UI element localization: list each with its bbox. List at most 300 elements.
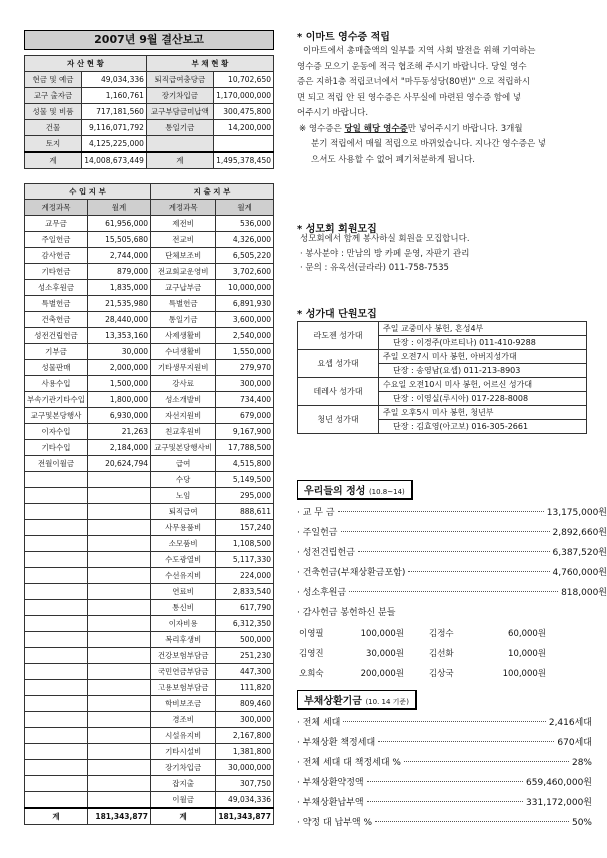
donor-name: 김정수: [429, 629, 454, 639]
offering-item: [297, 545, 607, 558]
expense-value: 6,312,350: [216, 616, 274, 632]
liability-value: [213, 136, 273, 153]
seongmo-section-title: * 성모회 회원모집: [297, 224, 377, 235]
expense-value: 809,460: [216, 696, 274, 712]
choir-schedule: 주일 교중미사 봉헌, 혼성4부: [379, 322, 587, 336]
income-value: [87, 792, 150, 809]
expense-account: 경조비: [151, 712, 216, 728]
expense-value: 447,300: [216, 664, 274, 680]
income-value: 20,624,794: [87, 456, 150, 472]
ledger-row: [25, 328, 274, 344]
expense-value: 17,788,500: [216, 440, 274, 456]
income-value: [87, 712, 150, 728]
expense-value: 49,034,336: [216, 792, 274, 809]
expense-account: 단체보조비: [151, 248, 216, 264]
income-account: [25, 648, 88, 664]
choir-leader: 단장 : 김효영(아고보) 016-305-2661: [379, 420, 587, 434]
income-value: 21,263: [87, 424, 150, 440]
expense-account: 교구및본당행사비: [151, 440, 216, 456]
ledger-row: [25, 344, 274, 360]
expense-account: 잡지출: [151, 776, 216, 792]
donor-amount: 100,000원: [502, 669, 546, 679]
expense-account: 수도광열비: [151, 552, 216, 568]
ledger-row: [25, 312, 274, 328]
expense-value: 157,240: [216, 520, 274, 536]
income-value: 15,505,680: [87, 232, 150, 248]
donor-amount: 100,000원: [360, 629, 404, 639]
expense-account: 강사료: [151, 376, 216, 392]
income-value: [87, 504, 150, 520]
expense-value: 4,515,800: [216, 456, 274, 472]
income-account: [25, 552, 88, 568]
offering-item: [297, 565, 607, 578]
assets-row: [25, 136, 274, 153]
expense-account: 이자비용: [151, 616, 216, 632]
asset-label: 현금 및 예금: [25, 72, 82, 88]
income-account: [25, 584, 88, 600]
debt-value: 659,460,000원: [526, 778, 592, 788]
ledger-row: [25, 648, 274, 664]
income-account: [25, 744, 88, 760]
ledger-row: [25, 584, 274, 600]
ledger-row: [25, 744, 274, 760]
expense-value: 30,000,000: [216, 760, 274, 776]
assets-row: [25, 88, 274, 104]
offering-list: [297, 505, 607, 685]
debt-value: 670세대: [557, 738, 592, 748]
ledger-row: [25, 376, 274, 392]
expense-account: 학비보조금: [151, 696, 216, 712]
expense-value: 6,505,220: [216, 248, 274, 264]
income-header: 수 입 지 부: [25, 184, 151, 200]
expense-account: 소모품비: [151, 536, 216, 552]
asset-value: 1,160,761: [82, 88, 147, 104]
choir-row: [298, 322, 587, 336]
income-account: 주일헌금: [25, 232, 88, 248]
income-value: 1,800,000: [87, 392, 150, 408]
income-account: [25, 616, 88, 632]
expense-account: 성소개발비: [151, 392, 216, 408]
expense-value: 111,820: [216, 680, 274, 696]
expense-account: 친교후원비: [151, 424, 216, 440]
expense-value: 5,149,500: [216, 472, 274, 488]
ledger-row: [25, 296, 274, 312]
ledger-row: [25, 552, 274, 568]
liability-value: 14,200,000: [213, 120, 273, 136]
emart-note: ※ 영수증은 당일 해당 영수증만 넣어주시기 바랍니다. 3개월: [299, 123, 523, 134]
expense-account: 제전비: [151, 216, 216, 232]
asset-label: 성물 및 비품: [25, 104, 82, 120]
income-value: [87, 488, 150, 504]
income-account: 이자수입: [25, 424, 88, 440]
expense-col-month: 월계: [216, 200, 274, 216]
expense-value: 3,600,000: [216, 312, 274, 328]
asset-value: 49,034,336: [82, 72, 147, 88]
income-account: [25, 776, 88, 792]
ledger-row: [25, 424, 274, 440]
offering-label: · 성소후원금: [297, 588, 347, 598]
income-account: [25, 568, 88, 584]
debt-value: 50%: [571, 818, 592, 828]
debt-list: [297, 715, 607, 845]
ledger-row: [25, 232, 274, 248]
ledger-row: [25, 408, 274, 424]
debt-item: [297, 715, 592, 728]
emart-body: 이마트에서 총매출액의 일부를 지역 사회 발전을 위해 기여하는 영수증 모으기 운동에 적극 협조해 주시기 바랍니다. 당일 영수 증은 지하1층 적립코너에서 "마두동성당(80번)" 으로 적립하시 면 되고 적립 안 된 영수증은 사무실에 마련된 영수증 함에 넣 어주시기 바랍니다. ※ 영수증은 당일 해당 영수증만 넣어주시기 바랍니다. 3개월 분기 적립에서 매월 적립으로 바뀌었습니다. 지나간 영수증은 넣 으셔도 사용할 수 없어 폐기처분하게 됩니다.: [297, 44, 587, 168]
income-value: [87, 696, 150, 712]
offering-amount: 13,175,000원: [546, 508, 607, 518]
income-value: 21,535,980: [87, 296, 150, 312]
debt-value: 28%: [571, 758, 592, 768]
ledger-row: [25, 280, 274, 296]
income-account: 성전건립헌금: [25, 328, 88, 344]
income-account: [25, 536, 88, 552]
income-value: [87, 520, 150, 536]
expense-value: 536,000: [216, 216, 274, 232]
expense-account: 자선지원비: [151, 408, 216, 424]
offering-amount: 2,892,660원: [552, 528, 607, 538]
emart-section-title: * 이마트 영수증 적립: [297, 32, 390, 43]
liability-label: [146, 136, 213, 153]
assets-table: [24, 55, 274, 169]
liability-label: 장기차입금: [146, 88, 213, 104]
ledger-row: [25, 680, 274, 696]
debt-item: [297, 755, 592, 768]
emart-line: 이마트에서 총매출액의 일부를 지역 사회 발전을 위해 기여하는: [303, 46, 536, 56]
ledger-row: [25, 600, 274, 616]
asset-label: 계: [25, 152, 82, 169]
bullet-icon: *: [297, 32, 306, 43]
ledger-row: [25, 504, 274, 520]
expense-account: 고용보험부담금: [151, 680, 216, 696]
donor-amount: 200,000원: [360, 669, 404, 679]
asset-label: 교구 출자금: [25, 88, 82, 104]
expense-value: 10,000,000: [216, 280, 274, 296]
expense-account: 건강보험부담금: [151, 648, 216, 664]
expense-value: 617,790: [216, 600, 274, 616]
expense-account: 복리후생비: [151, 632, 216, 648]
expense-account: 이월금: [151, 792, 216, 809]
expense-value: 1,381,800: [216, 744, 274, 760]
ledger-row: [25, 520, 274, 536]
income-value: [87, 536, 150, 552]
expense-account: 전교비: [151, 232, 216, 248]
emart-line: 면 되고 적립 안 된 영수증은 사무실에 마련된 영수증 함에 넣: [297, 92, 522, 103]
expense-account: 수선유지비: [151, 568, 216, 584]
income-account: 기부금: [25, 344, 88, 360]
donor-name: 김선화: [429, 649, 454, 659]
expense-value: 307,750: [216, 776, 274, 792]
income-value: 28,440,000: [87, 312, 150, 328]
debt-value: 2,416세대: [548, 718, 592, 728]
ledger-table: [24, 183, 274, 825]
ledger-row: [25, 776, 274, 792]
income-value: 2,744,000: [87, 248, 150, 264]
ledger-row: [25, 568, 274, 584]
expense-value: 734,400: [216, 392, 274, 408]
expense-value: 224,000: [216, 568, 274, 584]
expense-value: 300,000: [216, 712, 274, 728]
liabilities-header: 부 채 현 황: [146, 56, 273, 72]
ledger-row: [25, 456, 274, 472]
assets-row: [25, 72, 274, 88]
expense-account: 사무용품비: [151, 520, 216, 536]
offering-section-title: 우리들의 정성 (10.8~14): [297, 480, 413, 500]
choir-schedule: 수요일 오전10시 미사 봉헌, 어르신 성가대: [379, 378, 587, 392]
income-account: [25, 712, 88, 728]
income-value: [87, 776, 150, 792]
income-account: [25, 728, 88, 744]
income-account: 건축헌금: [25, 312, 88, 328]
expense-account: 기타시설비: [151, 744, 216, 760]
ledger-row: [25, 264, 274, 280]
asset-value: 14,008,673,449: [82, 152, 147, 169]
income-account: 사용수입: [25, 376, 88, 392]
income-account: [25, 760, 88, 776]
offering-label: · 성전건립헌금: [297, 548, 355, 558]
liability-value: 1,495,378,450: [213, 152, 273, 169]
offering-amount: 4,760,000원: [552, 568, 607, 578]
debt-label: · 전체 세대 대 책정세대 %: [297, 758, 401, 768]
debt-label: · 부채상환약정액: [297, 778, 364, 788]
income-value: [87, 760, 150, 776]
expense-account: 연료비: [151, 584, 216, 600]
income-account: [25, 696, 88, 712]
expense-value: 679,000: [216, 408, 274, 424]
income-value: 2,000,000: [87, 360, 150, 376]
income-account: [25, 488, 88, 504]
expense-value: 251,230: [216, 648, 274, 664]
income-account: 성소후원금: [25, 280, 88, 296]
choir-name: 라도젠 성가대: [298, 322, 379, 350]
choir-row: [298, 350, 587, 364]
offering-label: · 건축헌금(부채상환금포함): [297, 568, 406, 578]
income-account: 부속기관기타수입: [25, 392, 88, 408]
choir-name: 청년 성가대: [298, 406, 379, 434]
income-account: 감사헌금: [25, 248, 88, 264]
income-value: [87, 472, 150, 488]
assets-header-row: [25, 56, 274, 72]
income-account: 기타헌금: [25, 264, 88, 280]
income-value: 879,000: [87, 264, 150, 280]
expense-total-label: 계: [151, 808, 216, 825]
ledger-row: [25, 472, 274, 488]
choir-schedule: 주일 오전7시 미사 봉헌, 아버지성가대: [379, 350, 587, 364]
income-value: 61,956,000: [87, 216, 150, 232]
ledger-row: [25, 664, 274, 680]
ledger-row: [25, 248, 274, 264]
ledger-total-row: [25, 808, 274, 825]
leader-dots: [367, 781, 523, 782]
ledger-column-row: [25, 200, 274, 216]
expense-value: 3,702,600: [216, 264, 274, 280]
offering-amount: 6,387,520원: [552, 548, 607, 558]
offering-label: · 주일헌금: [297, 528, 338, 538]
asset-value: 9,116,071,792: [82, 120, 147, 136]
expense-account: 노임: [151, 488, 216, 504]
offering-item: [297, 585, 607, 598]
expense-header: 지 출 지 부: [151, 184, 274, 200]
income-value: [87, 648, 150, 664]
leader-dots: [343, 721, 545, 722]
income-value: [87, 680, 150, 696]
leader-dots: [408, 571, 549, 572]
donor-amount: 10,000원: [508, 649, 546, 659]
income-account: [25, 664, 88, 680]
leader-dots: [349, 591, 558, 592]
choir-name: 요셉 성가대: [298, 350, 379, 378]
liability-value: 300,475,800: [213, 104, 273, 120]
income-account: 전월이월금: [25, 456, 88, 472]
income-account: [25, 600, 88, 616]
choir-table: [297, 321, 587, 434]
bullet-icon: *: [297, 309, 306, 320]
expense-col-account: 계정과목: [151, 200, 216, 216]
expense-account: 통일기금: [151, 312, 216, 328]
liability-value: 1,170,000,000: [213, 88, 273, 104]
debt-item: [297, 735, 592, 748]
expense-value: 279,970: [216, 360, 274, 376]
liability-label: 퇴직급여충당금: [146, 72, 213, 88]
leader-dots: [358, 551, 550, 552]
expense-value: 5,117,330: [216, 552, 274, 568]
leader-dots: [378, 741, 554, 742]
income-value: 6,930,000: [87, 408, 150, 424]
income-value: 13,353,160: [87, 328, 150, 344]
leader-dots: [341, 531, 550, 532]
income-value: [87, 744, 150, 760]
ledger-row: [25, 616, 274, 632]
ledger-row: [25, 440, 274, 456]
ledger-row: [25, 792, 274, 809]
donors-label: · 감사헌금 봉헌하신 분들: [297, 608, 396, 618]
offering-amount: 818,000원: [561, 588, 607, 598]
expense-account: 국민연금부담금: [151, 664, 216, 680]
debt-section-title: 부채상환기금 (10. 14 기준): [297, 690, 417, 710]
choir-row: [298, 406, 587, 420]
ledger-row: [25, 216, 274, 232]
ledger-row: [25, 488, 274, 504]
choir-leader: 단장 : 송영남(요셉) 011-213-8903: [379, 364, 587, 378]
expense-account: 사제생활비: [151, 328, 216, 344]
income-account: [25, 472, 88, 488]
expense-value: 2,167,800: [216, 728, 274, 744]
income-account: [25, 632, 88, 648]
ledger-row: [25, 696, 274, 712]
expense-account: 교구납부금: [151, 280, 216, 296]
expense-value: 295,000: [216, 488, 274, 504]
debt-label: · 부채상환 책정세대: [297, 738, 376, 748]
income-account: [25, 792, 88, 809]
leader-dots: [367, 801, 523, 802]
expense-account: 장기차입금: [151, 760, 216, 776]
expense-value: 888,611: [216, 504, 274, 520]
expense-account: 시설유지비: [151, 728, 216, 744]
income-account: 교구및본당행사: [25, 408, 88, 424]
income-account: [25, 520, 88, 536]
expense-value: 2,540,000: [216, 328, 274, 344]
expense-total: 181,343,877: [216, 808, 274, 825]
assets-header: 자 산 현 황: [25, 56, 147, 72]
leader-dots: [338, 511, 544, 512]
expense-value: 300,000: [216, 376, 274, 392]
choir-name: 데레사 성가대: [298, 378, 379, 406]
asset-value: 4,125,225,000: [82, 136, 147, 153]
income-account: [25, 680, 88, 696]
income-total: 181,343,877: [87, 808, 150, 825]
liability-value: 10,702,650: [213, 72, 273, 88]
asset-value: 717,181,560: [82, 104, 147, 120]
donor-amount: 30,000원: [366, 649, 404, 659]
expense-value: 6,891,930: [216, 296, 274, 312]
income-value: [87, 600, 150, 616]
expense-account: 수당: [151, 472, 216, 488]
income-value: [87, 616, 150, 632]
liability-label: 교구부담금미납액: [146, 104, 213, 120]
income-value: [87, 632, 150, 648]
income-value: 30,000: [87, 344, 150, 360]
income-value: [87, 552, 150, 568]
expense-account: 퇴직급여: [151, 504, 216, 520]
income-value: 1,500,000: [87, 376, 150, 392]
emart-line: 영수증 모으기 운동에 적극 협조해 주시기 바랍니다. 당일 영수: [297, 61, 527, 72]
report-title: 2007년 9월 결산보고: [24, 30, 274, 50]
expense-account: 특별헌금: [151, 296, 216, 312]
debt-item: [297, 775, 592, 788]
leader-dots: [404, 761, 569, 762]
ledger-row: [25, 760, 274, 776]
liability-label: 통일기금: [146, 120, 213, 136]
seongmo-body: 성모회에서 함께 봉사하실 회원을 모집합니다. · 봉사분야 : 만남의 방 카페 운영, 자판기 관리 · 문의 : 유옥선(글라라) 011-758-7535: [300, 234, 470, 273]
ledger-header-row: [25, 184, 274, 200]
income-account: 특별헌금: [25, 296, 88, 312]
income-value: [87, 584, 150, 600]
expense-value: 9,167,900: [216, 424, 274, 440]
debt-value: 331,172,000원: [526, 798, 592, 808]
debt-item: [297, 795, 592, 808]
assets-row: [25, 120, 274, 136]
income-value: 1,835,000: [87, 280, 150, 296]
income-total-label: 계: [25, 808, 88, 825]
assets-row: [25, 152, 274, 169]
expense-account: 기타생무지원비: [151, 360, 216, 376]
expense-account: 통신비: [151, 600, 216, 616]
assets-row: [25, 104, 274, 120]
choir-leader: 단장 : 이경주(마르티나) 011-410-9288: [379, 336, 587, 350]
debt-label: · 부채상환납부액: [297, 798, 364, 808]
ledger-row: [25, 536, 274, 552]
offering-item: [297, 525, 607, 538]
expense-value: 1,108,500: [216, 536, 274, 552]
donor-name: 김상국: [429, 669, 454, 679]
expense-account: 전교회교운영비: [151, 264, 216, 280]
income-account: [25, 504, 88, 520]
income-col-account: 계정과목: [25, 200, 88, 216]
ledger-row: [25, 728, 274, 744]
donor-amount: 60,000원: [508, 629, 546, 639]
leader-dots: [375, 821, 569, 822]
emart-line: 어주시기 바랍니다.: [297, 108, 369, 118]
emart-line: 증은 지하1층 적립코너에서 "마두동성당(80번)" 으로 적립하시: [297, 77, 531, 87]
expense-account: 급여: [151, 456, 216, 472]
offering-label: · 교 무 금: [297, 508, 335, 518]
debt-item: [297, 815, 592, 828]
debt-label: · 약정 대 납부액 %: [297, 818, 373, 828]
ledger-row: [25, 392, 274, 408]
income-value: [87, 728, 150, 744]
liability-label: 계: [146, 152, 213, 169]
bullet-icon: *: [297, 224, 306, 235]
